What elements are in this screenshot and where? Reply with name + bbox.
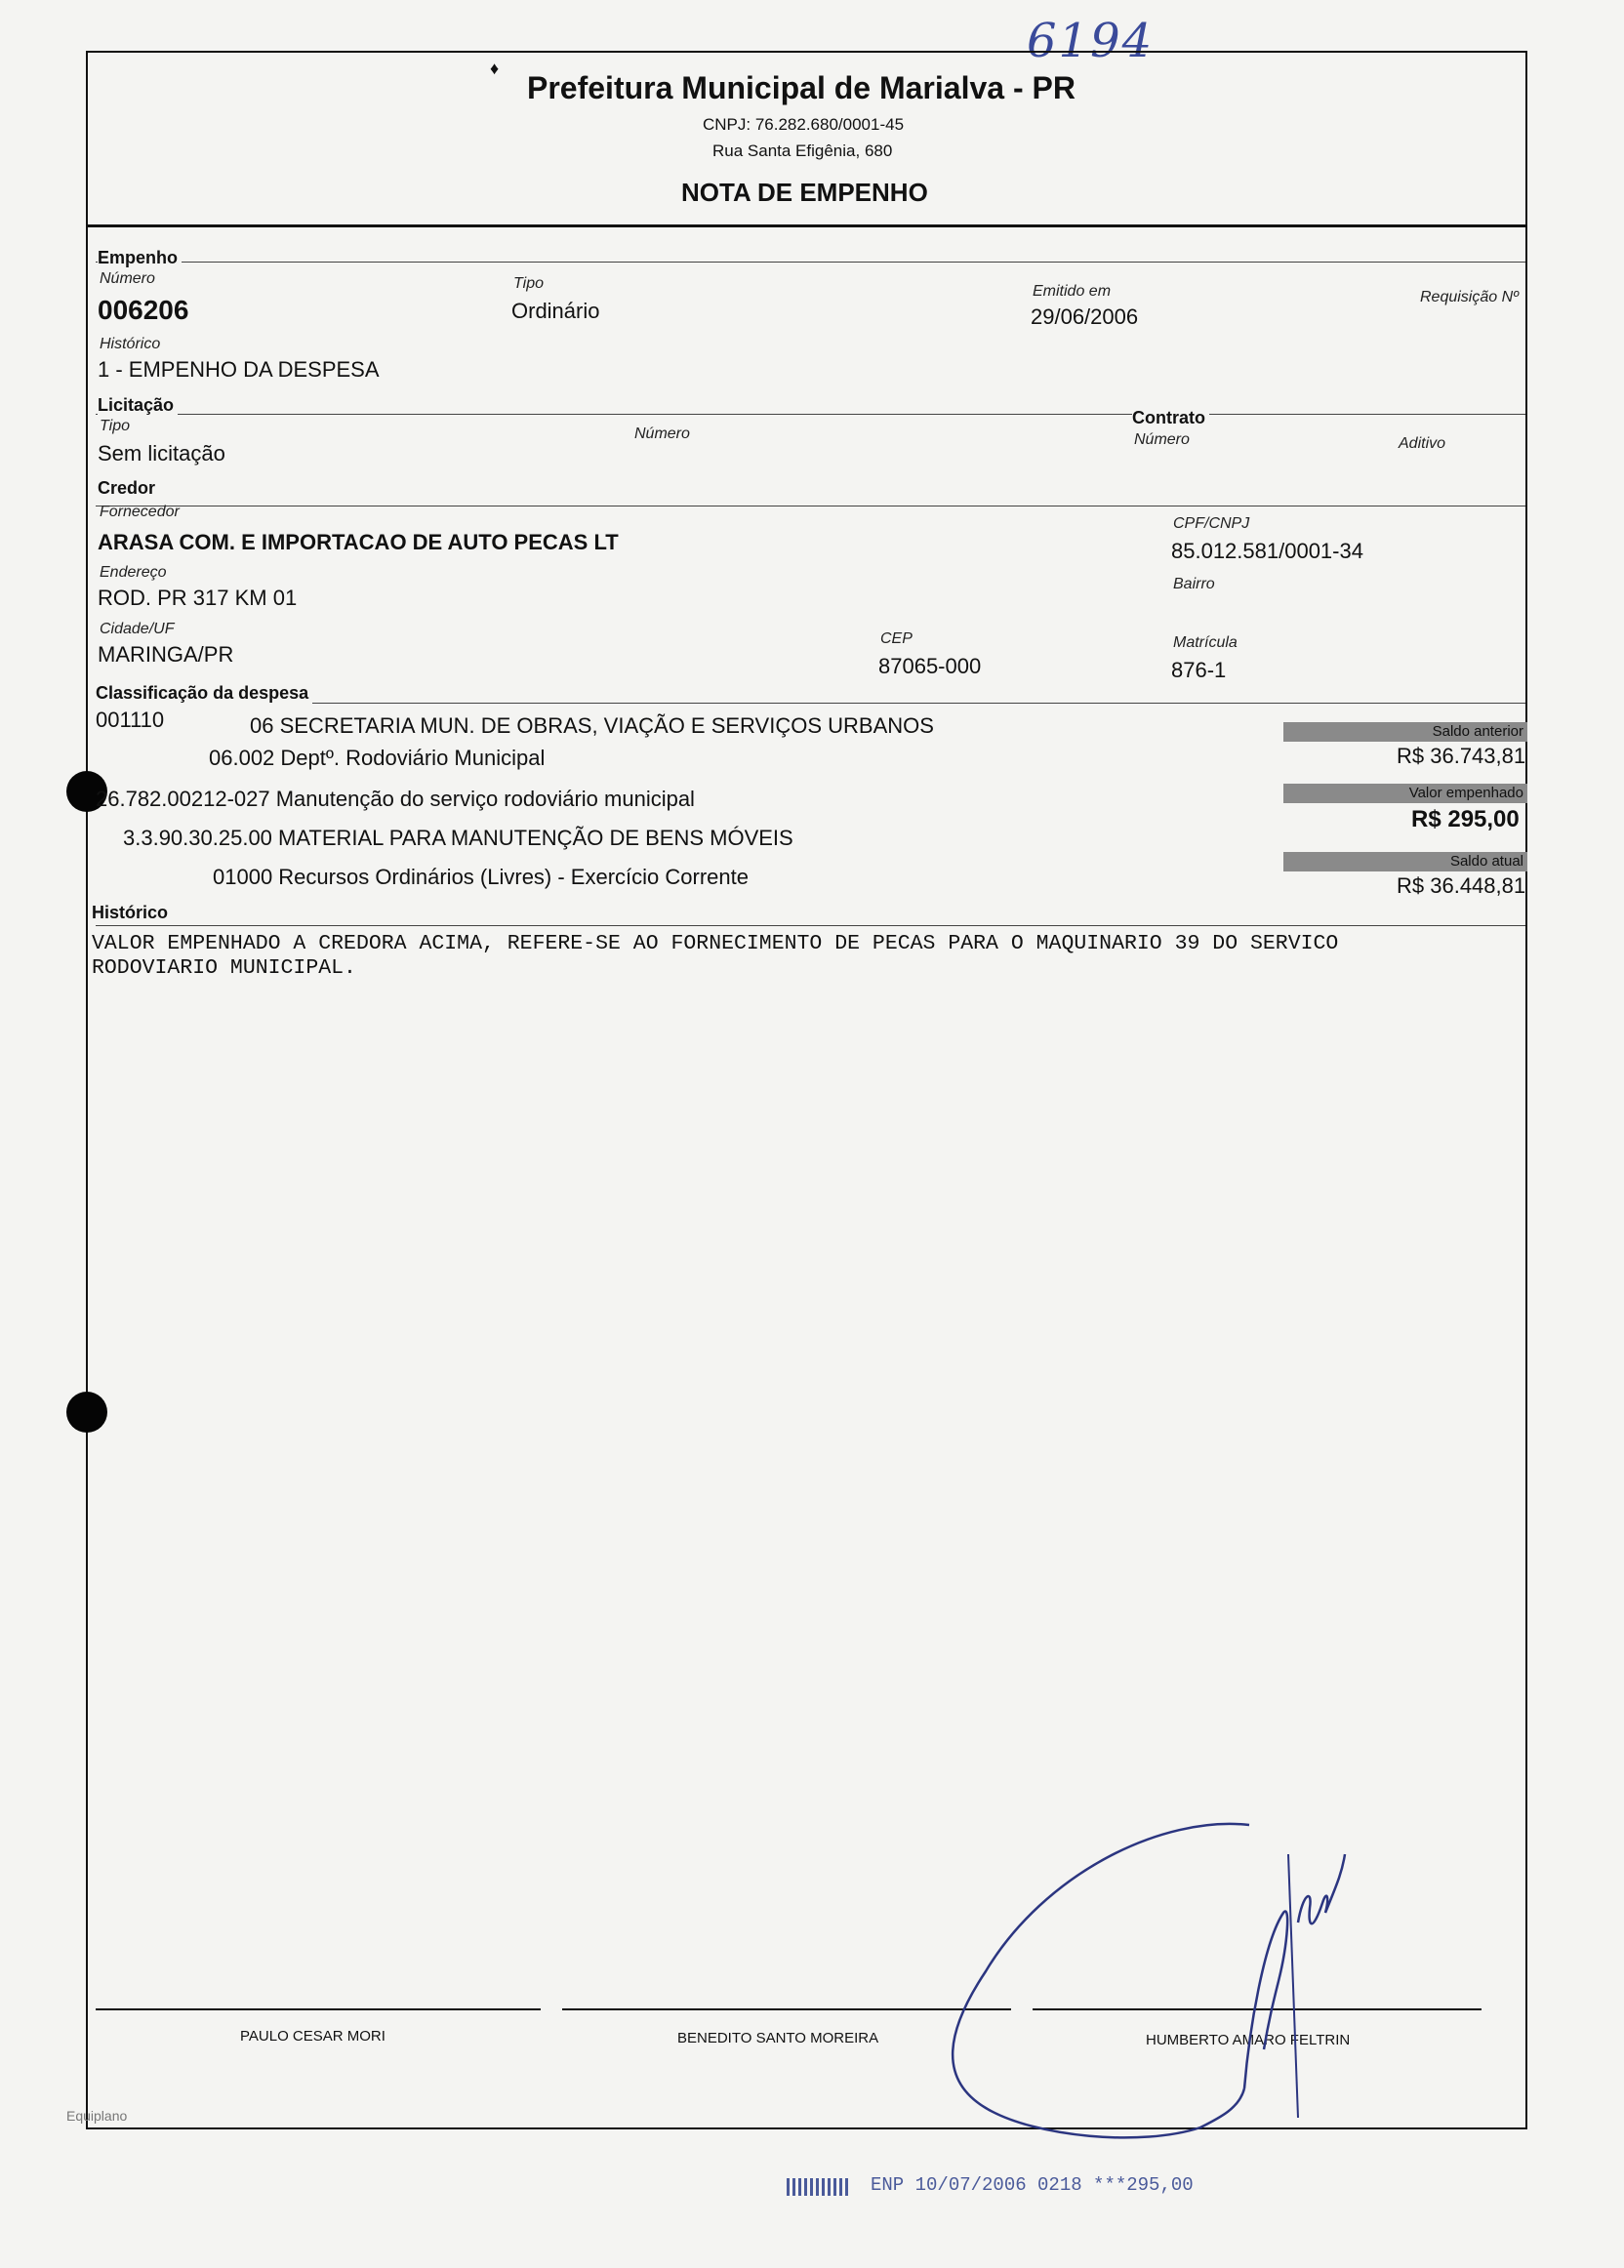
classificacao-line3: 26.782.00212-027 Manutenção do serviço rodoviário municipal (96, 787, 695, 811)
fornecedor-name: ARASA COM. E IMPORTACAO DE AUTO PECAS LT (98, 530, 619, 554)
saldo-anterior-bar: Saldo anterior (1283, 722, 1527, 742)
numero-label: Número (100, 270, 155, 287)
classificacao-line4: 3.3.90.30.25.00 MATERIAL PARA MANUTENÇÃO DE BENS MÓVEIS (123, 826, 793, 850)
historico-rule (96, 925, 1525, 926)
empenho-historico: 1 - EMPENHO DA DESPESA (98, 357, 380, 382)
licitacao-tipo-label: Tipo (100, 418, 130, 434)
licitacao-tipo: Sem licitação (98, 441, 225, 466)
software-label: Equiplano (66, 2108, 128, 2124)
signature-name-1: PAULO CESAR MORI (240, 2028, 386, 2045)
valor-empenhado-bar: Valor empenhado (1283, 784, 1527, 803)
bairro-label: Bairro (1173, 576, 1215, 592)
signature-name-2: BENEDITO SANTO MOREIRA (677, 2030, 879, 2046)
empenho-tipo: Ordinário (511, 299, 600, 323)
doc-title: NOTA DE EMPENHO (681, 178, 928, 207)
cpf-value: 85.012.581/0001-34 (1171, 539, 1363, 563)
classificacao-line5: 01000 Recursos Ordinários (Livres) - Exercício Corrente (213, 865, 749, 889)
emitido-date: 29/06/2006 (1031, 304, 1139, 329)
licitacao-numero-label: Número (634, 425, 690, 442)
contrato-numero-label: Número (1134, 431, 1190, 448)
signature-name-3: HUMBERTO AMARO FELTRIN (1146, 2032, 1351, 2048)
cep-value: 87065-000 (878, 654, 982, 678)
header-divider (88, 224, 1525, 227)
historico-label: Histórico (100, 336, 161, 352)
classificacao-line2: 06.002 Deptº. Rodoviário Municipal (209, 746, 546, 770)
handwritten-page-number: 6194 (1027, 14, 1155, 68)
cnpj: CNPJ: 76.282.680/0001-45 (703, 115, 905, 134)
emitido-label: Emitido em (1033, 283, 1112, 300)
historico-line1: VALOR EMPENHADO A CREDORA ACIMA, REFERE-SE AO FORNECIMENTO DE PECAS PARA O MAQUINARIO 39 DO SERVICO (92, 932, 1339, 955)
stamp-barcode (787, 2178, 851, 2196)
historico-section: Histórico (92, 903, 172, 923)
classificacao-line1: 06 SECRETARIA MUN. DE OBRAS, VIAÇÃO E SERVIÇOS URBANOS (250, 713, 934, 738)
page-title: Prefeitura Municipal de Marialva - PR (527, 70, 1076, 105)
handwritten-signature (927, 1796, 1396, 2167)
punch-hole (66, 1392, 107, 1433)
endereco-value: ROD. PR 317 KM 01 (98, 586, 298, 610)
saldo-atual-value: R$ 36.448,81 (1397, 873, 1526, 898)
empenho-section: Empenho (98, 248, 182, 268)
licitacao-section: Licitação (98, 395, 178, 416)
bottom-stamp: ENP 10/07/2006 0218 ***295,00 (871, 2174, 1194, 2196)
requisicao-label: Requisição Nº (1420, 289, 1519, 305)
historico-line2: RODOVIARIO MUNICIPAL. (92, 956, 356, 980)
matricula-value: 876-1 (1171, 658, 1227, 682)
classificacao-section: Classificação da despesa (96, 683, 312, 704)
licitacao-rule (96, 414, 1525, 415)
endereco-label: Endereço (100, 564, 167, 581)
cidade-label: Cidade/UF (100, 621, 175, 637)
classificacao-code: 001110 (96, 708, 165, 732)
cpf-label: CPF/CNPJ (1173, 515, 1250, 532)
tipo-label: Tipo (513, 275, 544, 292)
signature-line-1 (96, 2008, 541, 2010)
contrato-section: Contrato (1132, 408, 1209, 428)
saldo-anterior-value: R$ 36.743,81 (1397, 744, 1526, 768)
cep-label: CEP (880, 630, 913, 647)
empenho-rule (96, 262, 1525, 263)
valor-empenhado-value: R$ 295,00 (1411, 806, 1520, 832)
fornecedor-label: Fornecedor (100, 504, 180, 520)
contrato-aditivo-label: Aditivo (1399, 435, 1446, 452)
saldo-atual-bar: Saldo atual (1283, 852, 1527, 871)
matricula-label: Matrícula (1173, 634, 1238, 651)
cidade-value: MARINGA/PR (98, 642, 234, 667)
header-bullet: ♦ (490, 59, 500, 78)
credor-section: Credor (98, 478, 159, 499)
address: Rua Santa Efigênia, 680 (712, 142, 893, 160)
empenho-numero: 006206 (98, 295, 189, 325)
